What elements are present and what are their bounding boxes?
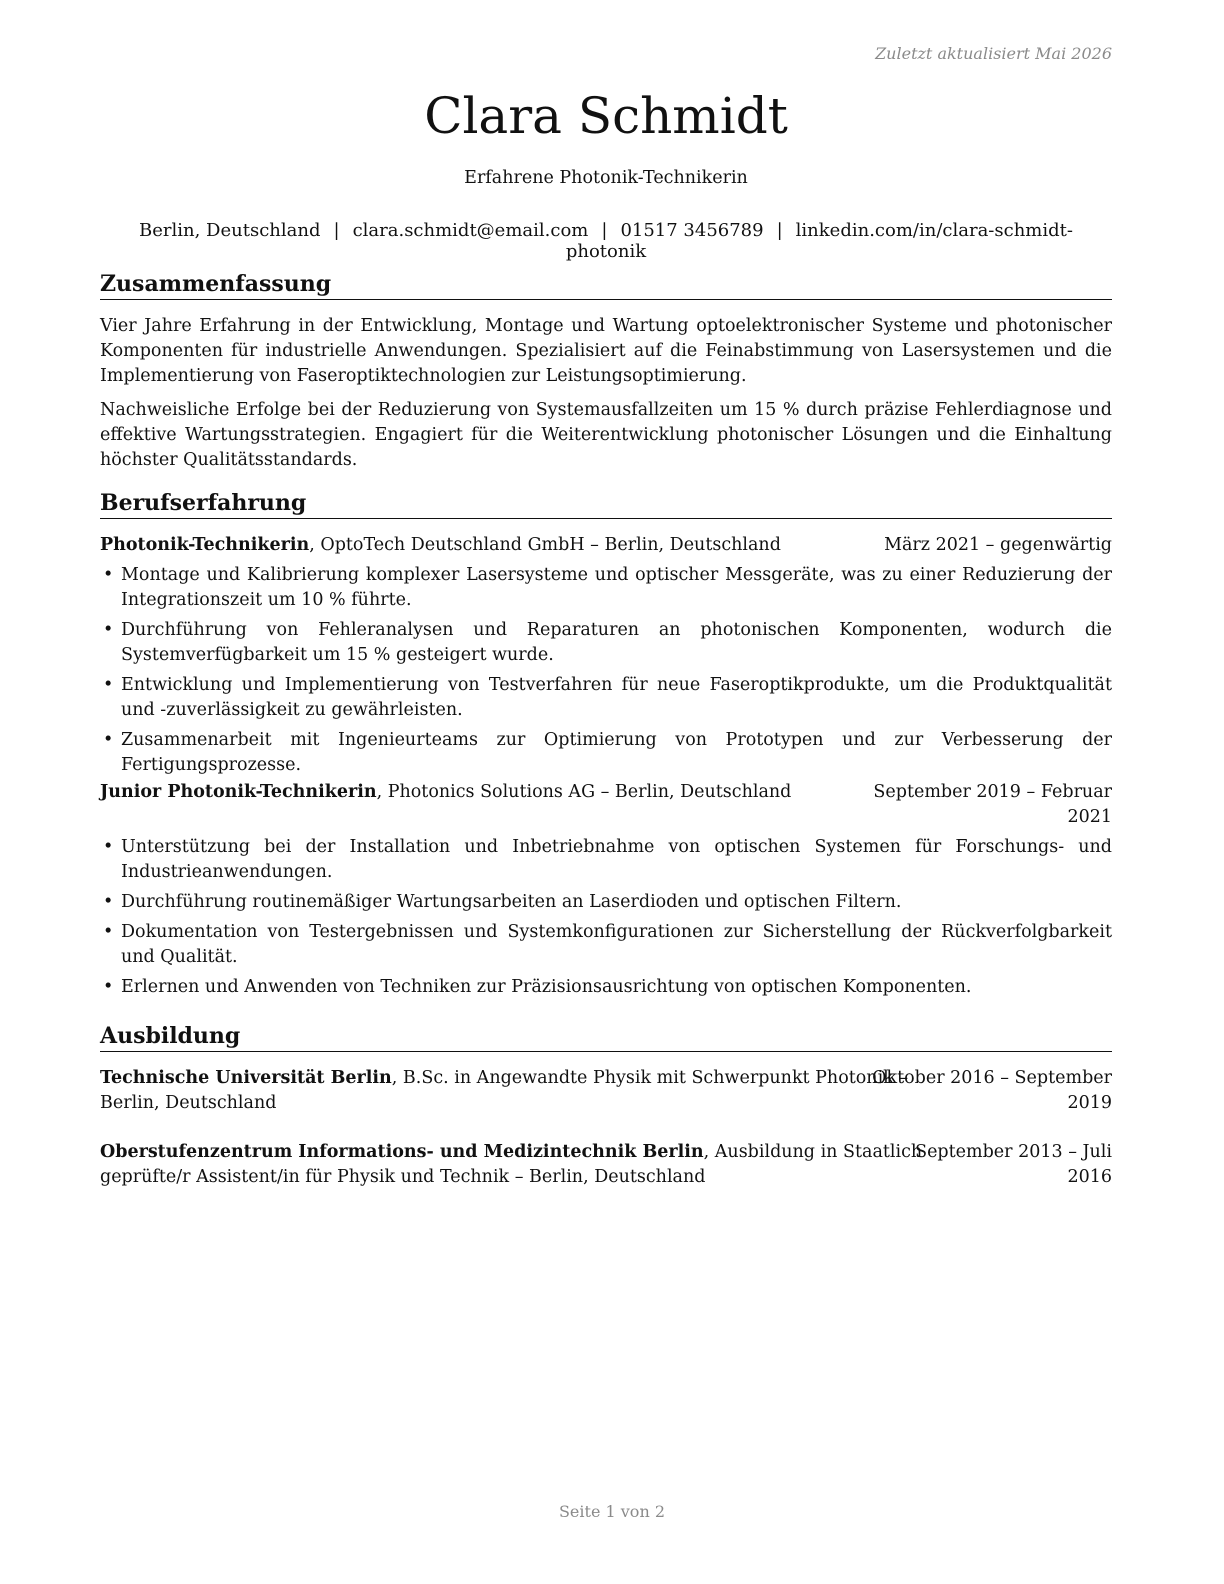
education-location: Berlin, Deutschland — [100, 1093, 277, 1113]
job-role: Photonik-Technikerin — [100, 535, 310, 555]
education-detail — [100, 1066, 908, 1116]
job-bullet: • Durchführung von Fehleranalysen und Reparaturen an photonischen Komponenten, wodurch die Systemverfügbarkeit um 15 % gesteigert wurde. — [100, 618, 1112, 668]
job-date: März 2021 – gegenwärtig — [884, 535, 1112, 555]
job-bullet-list — [100, 835, 1112, 1005]
contact-linkedin[interactable]: linkedin.com/in/clara-schmidt-photonik — [565, 220, 1073, 262]
summary-paragraph: Vier Jahre Erfahrung in der Entwicklung, Montage und Wartung optoelektronischer Systeme und photonischer Komponenten für industrielle Anwendungen. Spezialisiert auf die Feinabstimmung von Lasersystemen und die Implementierung von Faseroptiktechnologien zur Leistungsoptimierung. — [100, 316, 1112, 386]
job-bullet: • Unterstützung bei der Installation und Inbetriebnahme von optischen Systemen für Forschungs- und Industrieanwendungen. — [100, 835, 1112, 885]
education-degree: , Ausbildung in Staatlich — [703, 1142, 923, 1162]
summary-paragraph: Nachweisliche Erfolge bei der Reduzierung von Systemausfallzeiten um 15 % durch präzise Fehlerdiagnose und effektive Wartungsstrategien. Engagiert für die Weiterentwicklung photonischer Lösungen und die Einhaltung höchster Qualitätsstandards. — [100, 400, 1112, 470]
job-date-line: September 2019 – Februar — [873, 782, 1112, 802]
section-title-summary: Zusammenfassung — [100, 270, 1112, 300]
education-degree: , B.Sc. in Angewandte Physik mit Schwerpunkt Photonik – — [391, 1068, 909, 1088]
job-bullet: • Erlernen und Anwenden von Techniken zur Präzisionsausrichtung von optischen Komponenten. — [100, 975, 1112, 1000]
job-bullet: • Montage und Kalibrierung komplexer Lasersysteme und optischer Messgeräte, was zu einer Reduzierung der Integrationszeit um 10 % führte. — [100, 563, 1112, 613]
contact-separator: | — [333, 220, 340, 241]
last-updated: Zuletzt aktualisiert Mai 2026 — [875, 44, 1112, 63]
job-title-line — [100, 533, 781, 558]
page-number: Seite 1 von 2 — [558, 1502, 666, 1521]
education-school: Technische Universität Berlin — [100, 1068, 392, 1088]
education-detail — [100, 1140, 922, 1190]
education-date-line: 2019 — [1067, 1093, 1112, 1113]
job-header — [100, 780, 1112, 830]
job-company: , OptoTech Deutschland GmbH – Berlin, Deutschland — [309, 535, 781, 555]
education-date-line: Oktober 2016 – September — [872, 1068, 1112, 1088]
section-title-education: Ausbildung — [100, 1022, 1112, 1052]
section-title-experience: Berufserfahrung — [100, 489, 1112, 519]
contact-email[interactable]: clara.schmidt@email.com — [352, 220, 589, 241]
job-bullet: • Entwicklung und Implementierung von Testverfahren für neue Faseroptikprodukte, um die Produktqualität und -zuverlässigkeit zu gewährleisten. — [100, 673, 1112, 723]
job-title-line — [100, 780, 791, 805]
education-date-line: September 2013 – Juli — [915, 1142, 1112, 1162]
education-school: Oberstufenzentrum Informations- und Medizintechnik Berlin — [100, 1142, 704, 1162]
contact-phone[interactable]: 01517 3456789 — [620, 220, 764, 241]
job-bullet-list — [100, 563, 1112, 783]
candidate-headline: Erfahrene Photonik-Technikerin — [464, 168, 748, 188]
contact-separator: | — [776, 220, 783, 241]
job-header — [100, 533, 1112, 558]
education-entry — [100, 1140, 1112, 1190]
education-entry — [100, 1066, 1112, 1116]
job-date — [873, 780, 1112, 830]
job-date-line: 2021 — [1067, 807, 1112, 827]
contact-line — [100, 220, 1112, 262]
contact-location: Berlin, Deutschland — [139, 220, 321, 241]
job-bullet: • Durchführung routinemäßiger Wartungsarbeiten an Laserdioden und optischen Filtern. — [100, 890, 1112, 915]
candidate-name: Clara Schmidt — [424, 87, 788, 145]
job-role: Junior Photonik-Technikerin — [100, 782, 377, 802]
job-bullet: • Dokumentation von Testergebnissen und Systemkonfigurationen zur Sicherstellung der Rückverfolgbarkeit und Qualität. — [100, 920, 1112, 970]
education-location: geprüfte/r Assistent/in für Physik und Technik – Berlin, Deutschland — [100, 1167, 706, 1187]
education-date-line: 2016 — [1067, 1167, 1112, 1187]
job-company: , Photonics Solutions AG – Berlin, Deutschland — [376, 782, 792, 802]
contact-separator: | — [601, 220, 608, 241]
education-date — [872, 1066, 1112, 1116]
education-date — [915, 1140, 1112, 1190]
job-bullet: • Zusammenarbeit mit Ingenieurteams zur Optimierung von Prototypen und zur Verbesserung der Fertigungsprozesse. — [100, 728, 1112, 778]
